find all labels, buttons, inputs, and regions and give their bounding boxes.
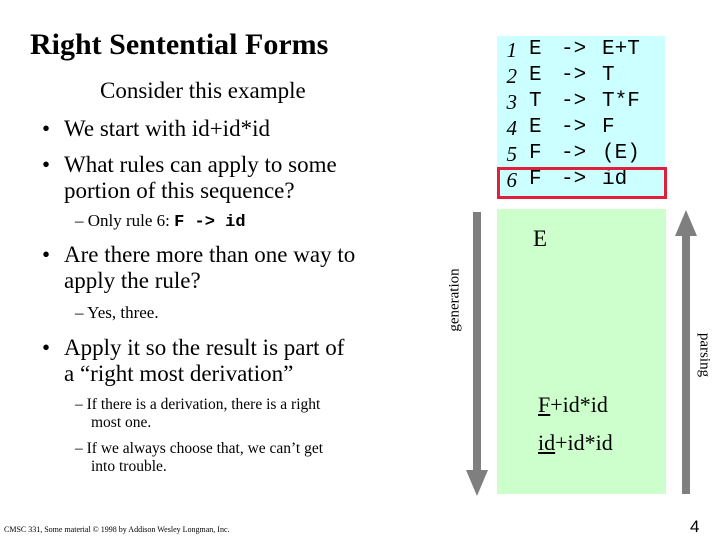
- rule-lhs: E: [529, 64, 542, 87]
- rule-lhs: F: [529, 168, 542, 191]
- bullet-text-continued: apply the rule?: [64, 268, 201, 293]
- rule-arrow: ->: [561, 168, 587, 191]
- derivation-start-symbol: E: [533, 226, 548, 251]
- bullet-text: We start with id+id*id: [64, 116, 270, 141]
- rule-arrow: ->: [561, 116, 587, 139]
- section-heading: Consider this example: [100, 78, 306, 103]
- rule-lhs: F: [529, 142, 542, 165]
- bullet-item: •: [42, 242, 51, 267]
- sub-bullet: – If there is a derivation, there is a right: [75, 396, 321, 413]
- underlined-symbol: F: [538, 392, 551, 417]
- rule-number: 1: [506, 38, 517, 62]
- rule-arrow: ->: [561, 64, 587, 87]
- derivation-rest: +id*id: [550, 392, 608, 417]
- rule-code: F -> id: [174, 213, 246, 232]
- footer-copyright: CMSC 331, Some material © 1998 by Addison Wesley Longman, Inc.: [4, 525, 230, 534]
- generation-down-arrow: [466, 212, 488, 496]
- rule-number: 4: [506, 116, 517, 140]
- bullet-item: •: [42, 152, 51, 177]
- rule-rhs: (E): [602, 142, 640, 165]
- rule-lhs: T: [529, 90, 542, 113]
- parsing-up-arrow: [675, 210, 697, 494]
- rule-rhs: id: [602, 168, 628, 191]
- rule-number: 6: [506, 168, 517, 192]
- rule-rhs: E+T: [602, 38, 640, 61]
- slide-title: Right Sentential Forms: [30, 28, 329, 61]
- underlined-symbol: id: [538, 430, 556, 455]
- page-number: 4: [690, 517, 700, 536]
- bullet-text: Apply it so the result is part of: [64, 335, 345, 360]
- rule-rhs: F: [602, 116, 615, 139]
- bullet-text-continued: portion of this sequence?: [64, 178, 295, 203]
- rule-rhs: T: [602, 64, 615, 87]
- parsing-label: parsing: [696, 332, 713, 378]
- rule-arrow: ->: [561, 90, 587, 113]
- sub-bullet-text: – Only rule 6:: [75, 211, 175, 230]
- derivation-rest: +id*id: [555, 430, 613, 455]
- rule-number: 5: [506, 142, 517, 166]
- rule-rhs: T*F: [602, 90, 640, 113]
- generation-label: generation: [446, 268, 463, 332]
- rule-number: 3: [506, 90, 517, 114]
- bullet-text: Are there more than one way to: [64, 242, 356, 267]
- sub-bullet: [75, 211, 246, 232]
- bullet-item: •: [42, 116, 51, 141]
- sub-bullet: – Yes, three.: [75, 303, 159, 322]
- rule-arrow: ->: [561, 142, 587, 165]
- rule-arrow: ->: [561, 38, 587, 61]
- rule-number: 2: [506, 64, 517, 88]
- sub-bullet-continued: into trouble.: [91, 458, 167, 475]
- sub-bullet-continued: most one.: [91, 414, 152, 431]
- bullet-text-continued: a “right most derivation”: [64, 361, 294, 386]
- rule-lhs: E: [529, 116, 542, 139]
- bullet-text: What rules can apply to some: [64, 152, 337, 177]
- rule-lhs: E: [529, 38, 542, 61]
- bullet-item: •: [42, 335, 51, 360]
- sub-bullet: – If we always choose that, we can’t get: [75, 440, 324, 457]
